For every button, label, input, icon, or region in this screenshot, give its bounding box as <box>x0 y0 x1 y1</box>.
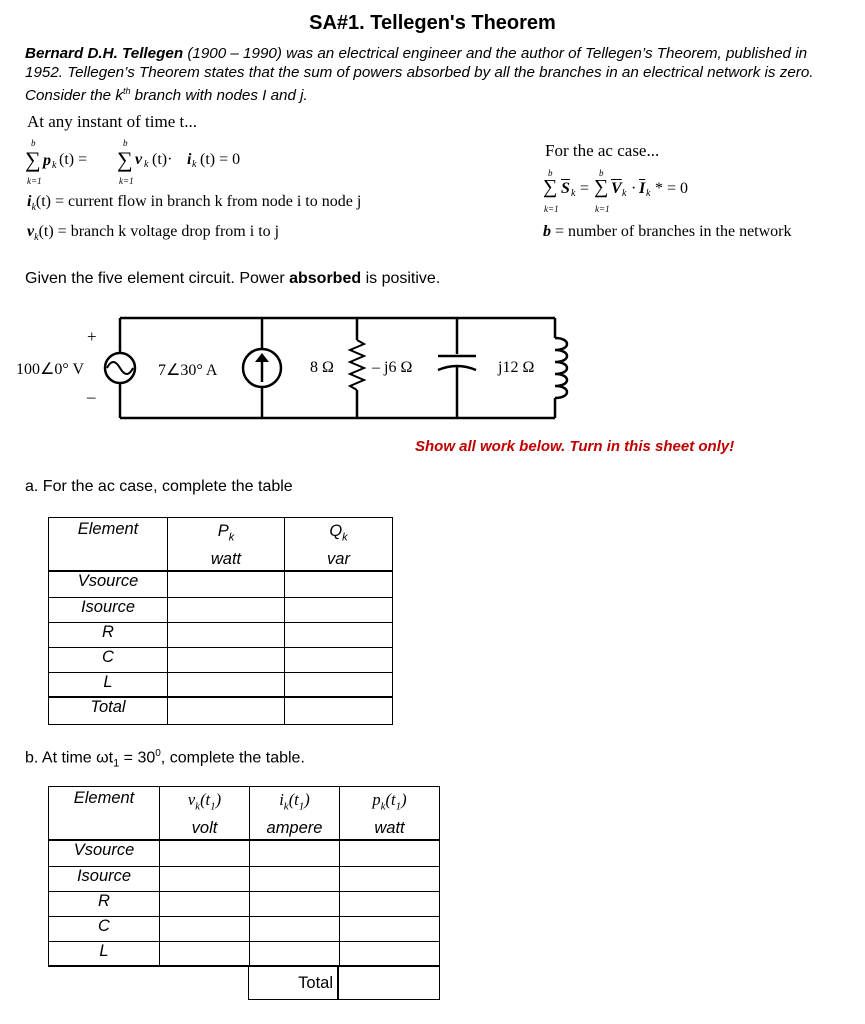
ac-eq-v-sub: k <box>622 188 627 199</box>
table-a-cell[interactable] <box>168 647 285 672</box>
eq-v: v <box>135 151 143 168</box>
table-a-row-label: R <box>49 622 168 647</box>
ac-eq-i: $\overline{I}$ <box>639 180 646 197</box>
table-b-cell[interactable] <box>250 916 340 941</box>
table-b-total-label: Total <box>248 967 338 1000</box>
ac-sum-upper-2: b <box>599 168 604 178</box>
table-b-header-element: Element <box>49 787 160 841</box>
intro-tail: branch with nodes I and j. <box>130 87 308 105</box>
isource-label: 7∠30° A <box>158 362 218 379</box>
equation-time <box>25 138 325 188</box>
def-current: $i_k(t)$ = current flow in branch k from node i to node j <box>27 193 362 214</box>
instant-label: At any instant of time t... <box>27 112 197 131</box>
given-statement: Given the five element circuit. Power absorbed is positive. <box>25 270 441 287</box>
sum-symbol-2: ∑ <box>117 147 133 172</box>
table-a-cell[interactable] <box>285 672 393 697</box>
table-b-row-label: R <box>49 891 160 916</box>
def-branches: b = number of branches in the network <box>543 223 792 240</box>
table-b-cell[interactable] <box>250 891 340 916</box>
sum-symbol-1: ∑ <box>25 147 41 172</box>
ac-eq-equals: = <box>580 180 590 197</box>
table-b-cell[interactable] <box>160 866 250 891</box>
table-b-cell[interactable] <box>250 840 340 866</box>
ac-eq-s: $\overline{S}$ <box>561 180 570 197</box>
eq-i: i <box>187 151 192 168</box>
table-a-cell[interactable] <box>168 597 285 622</box>
table-b-cell[interactable] <box>160 840 250 866</box>
ac-eq-end: * = 0 <box>655 180 689 197</box>
intro-sup: th <box>122 86 131 96</box>
table-b-header-v: $v_k(t_1)$ volt <box>160 787 250 841</box>
intro-paragraph <box>25 44 845 105</box>
eq-i-sub: k <box>192 159 197 170</box>
sine-icon <box>107 362 133 374</box>
eq-mid: (t) = <box>59 151 88 168</box>
ac-eq-i-sub: k <box>646 188 651 199</box>
table-ac <box>48 517 393 725</box>
minus-sign: – <box>87 387 96 406</box>
table-b-total-cell[interactable] <box>338 965 440 1000</box>
table-b-cell[interactable] <box>160 891 250 916</box>
eq-p-sub: k <box>52 160 57 171</box>
table-b-cell[interactable] <box>160 941 250 966</box>
table-b-cell[interactable] <box>340 941 440 966</box>
def-voltage: $v_k(t)$ = branch k voltage drop from i to j <box>27 223 280 244</box>
sum-upper-2: b <box>123 138 128 148</box>
page-title: SA#1. Tellegen's Theorem <box>309 12 556 34</box>
table-a-cell[interactable] <box>285 571 393 597</box>
table-b-cell[interactable] <box>340 916 440 941</box>
eq-rhs4: (t) = 0 <box>200 151 241 168</box>
table-b-row-label: L <box>49 941 160 966</box>
table-b-header-i: $i_k(t_1)$ ampere <box>250 787 340 841</box>
sum-lower-1: k=1 <box>27 176 42 186</box>
table-a-cell[interactable] <box>168 571 285 597</box>
inductor-label: j12 Ω <box>498 359 535 376</box>
table-b-cell[interactable] <box>250 866 340 891</box>
table-b-cell[interactable] <box>160 916 250 941</box>
table-a-cell[interactable] <box>168 622 285 647</box>
ac-sum-lower-1: k=1 <box>544 204 559 214</box>
table-b-cell[interactable] <box>250 941 340 966</box>
table-time <box>48 786 440 967</box>
inductor-symbol <box>555 338 567 398</box>
table-a-row-label: Vsource <box>49 571 168 597</box>
eq-p: p <box>43 152 51 169</box>
ac-label: For the ac case... <box>545 141 660 160</box>
table-a-row-label: C <box>49 647 168 672</box>
eq-rhs2: (t)· <box>152 151 173 168</box>
ac-eq-v: $\overline{V}$ <box>611 180 622 197</box>
resistor-symbol <box>350 340 364 390</box>
table-a-cell[interactable] <box>168 697 285 724</box>
table-b-cell[interactable] <box>340 866 440 891</box>
table-b-cell[interactable] <box>340 840 440 866</box>
intro-name: Bernard D.H. Tellegen <box>25 45 184 62</box>
eq-v-sub: k <box>144 159 149 170</box>
table-b-row-label: Isource <box>49 866 160 891</box>
ac-sum-symbol-2: ∑ <box>594 176 609 198</box>
table-b-header-p: $p_k(t_1)$ watt <box>340 787 440 841</box>
part-a-heading: a. For the ac case, complete the table <box>25 478 293 495</box>
sum-lower-2: k=1 <box>119 176 134 186</box>
table-a-cell[interactable] <box>285 597 393 622</box>
table-a-row-label: Total <box>49 697 168 724</box>
table-a-cell[interactable] <box>285 622 393 647</box>
table-b-cell[interactable] <box>340 891 440 916</box>
intro-text: (1900 – 1990) was an electrical engineer and the author of Tellegen’s Theorem, published in 1952. Tellegen’s Theorem states that the sum of powers absorbed by all the branches in an electrical network is zero. Consider the k <box>25 45 814 105</box>
table-b-row-label: C <box>49 916 160 941</box>
ac-eq-s-sub: k <box>571 188 576 199</box>
table-a-row-label: Isource <box>49 597 168 622</box>
table-a-header-q: $Q_k$ var <box>285 518 393 572</box>
table-a-row-label: L <box>49 672 168 697</box>
ac-eq-dot: · <box>631 180 637 197</box>
table-a-header-element: Element <box>49 518 168 572</box>
table-a-cell[interactable] <box>285 697 393 724</box>
table-a-header-p: $P_k$ watt <box>168 518 285 572</box>
part-b-heading: b. At time $\omega t_1 = 30^0$, complete the table. <box>25 748 305 770</box>
ac-sum-lower-2: k=1 <box>595 204 610 214</box>
table-b-row-label: Vsource <box>49 840 160 866</box>
equation-ac <box>543 168 743 218</box>
ac-sum-symbol-1: ∑ <box>543 176 558 198</box>
sum-upper-1: b <box>31 138 36 148</box>
table-a-cell[interactable] <box>168 672 285 697</box>
ac-sum-upper-1: b <box>548 168 553 178</box>
table-a-cell[interactable] <box>285 647 393 672</box>
vsource-label: 100∠0° V <box>16 361 85 378</box>
capacitor-label: – j6 Ω <box>372 359 413 376</box>
circuit-diagram <box>0 300 865 430</box>
resistor-label: 8 Ω <box>310 359 334 376</box>
instructions-note: Show all work below. Turn in this sheet only! <box>415 438 735 455</box>
plus-sign: + <box>87 327 97 346</box>
